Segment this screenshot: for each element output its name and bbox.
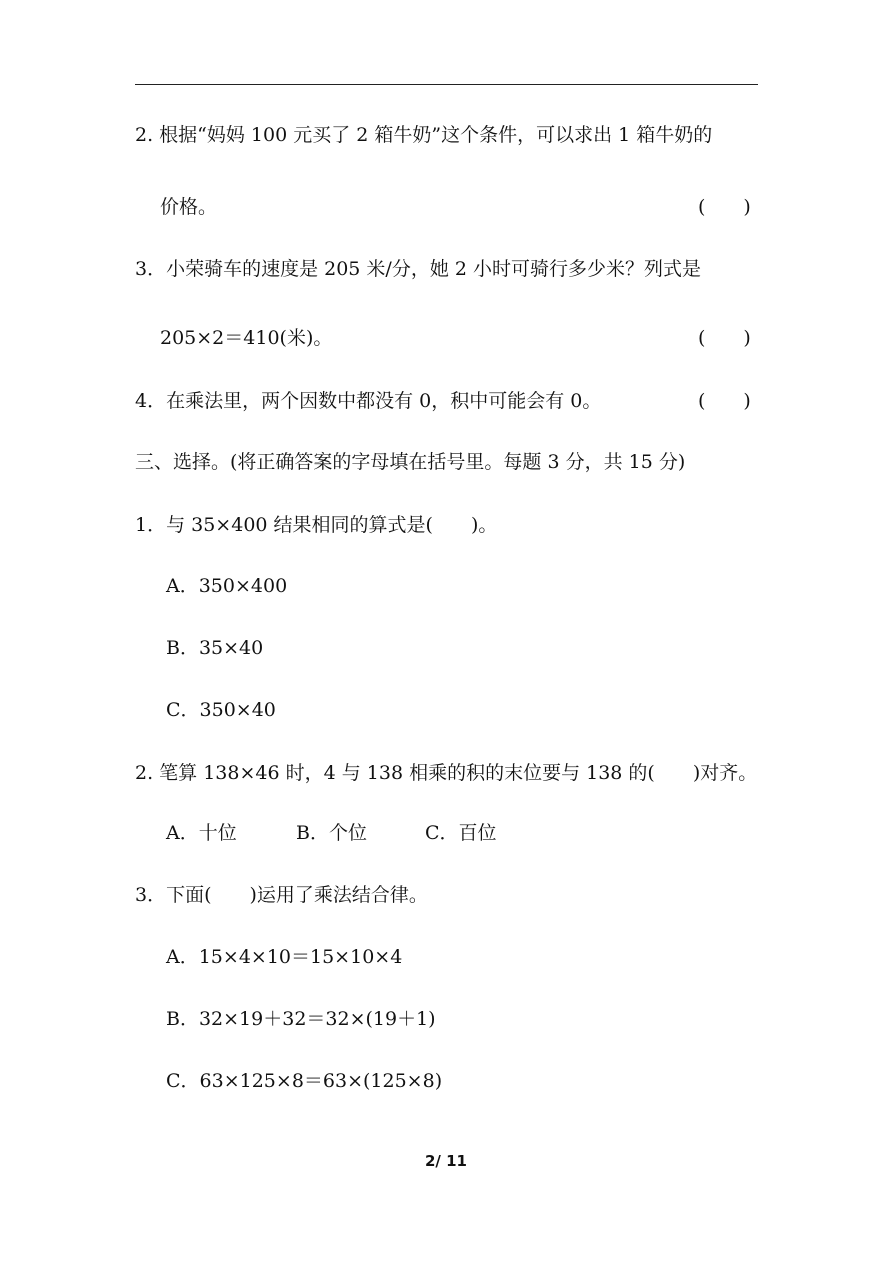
choice-q2-option-b[interactable]: B．个位 (296, 822, 367, 844)
choice-q1-option-a[interactable]: A．350×400 (166, 575, 288, 597)
choice-q3-option-a[interactable]: A．15×4×10＝15×10×4 (166, 946, 403, 968)
choice-q3-option-c[interactable]: C．63×125×8＝63×(125×8) (166, 1070, 443, 1092)
choice-q2-option-a[interactable]: A．十位 (166, 822, 237, 844)
choice-q1-option-b[interactable]: B．35×40 (166, 637, 264, 659)
choice-q2-stem: 2. 笔算 138×46 时，4 与 138 相乘的积的末位要与 138 的( )对齐。 (135, 762, 758, 784)
header-rule (135, 84, 758, 85)
choice-q3-stem: 3．下面( )运用了乘法结合律。 (135, 884, 428, 906)
judge-q4-line1: 4．在乘法里，两个因数中都没有 0，积中可能会有 0。 (135, 390, 602, 412)
choice-q3-option-b[interactable]: B．32×19＋32＝32×(19＋1) (166, 1008, 436, 1030)
judge-q3-line2: 205×2＝410(米)。 (160, 327, 333, 349)
judge-q3-line1: 3．小荣骑车的速度是 205 米/分，她 2 小时可骑行多少米？列式是 (135, 258, 702, 280)
choice-q2-option-c[interactable]: C．百位 (425, 822, 497, 844)
section-3-heading: 三、选择。(将正确答案的字母填在括号里。每题 3 分，共 15 分) (135, 451, 686, 473)
choice-q1-option-c[interactable]: C．350×40 (166, 699, 276, 721)
judge-q3-answer-blank[interactable]: ( ) (698, 327, 751, 349)
choice-q1-stem: 1．与 35×400 结果相同的算式是( )。 (135, 514, 498, 536)
judge-q2-line2: 价格。 (160, 196, 218, 218)
judge-q2-line1: 2. 根据“妈妈 100 元买了 2 箱牛奶”这个条件，可以求出 1 箱牛奶的 (135, 124, 713, 146)
page-number: 2/ 11 (424, 1152, 467, 1170)
judge-q4-answer-blank[interactable]: ( ) (698, 390, 751, 412)
judge-q2-answer-blank[interactable]: ( ) (698, 196, 751, 218)
